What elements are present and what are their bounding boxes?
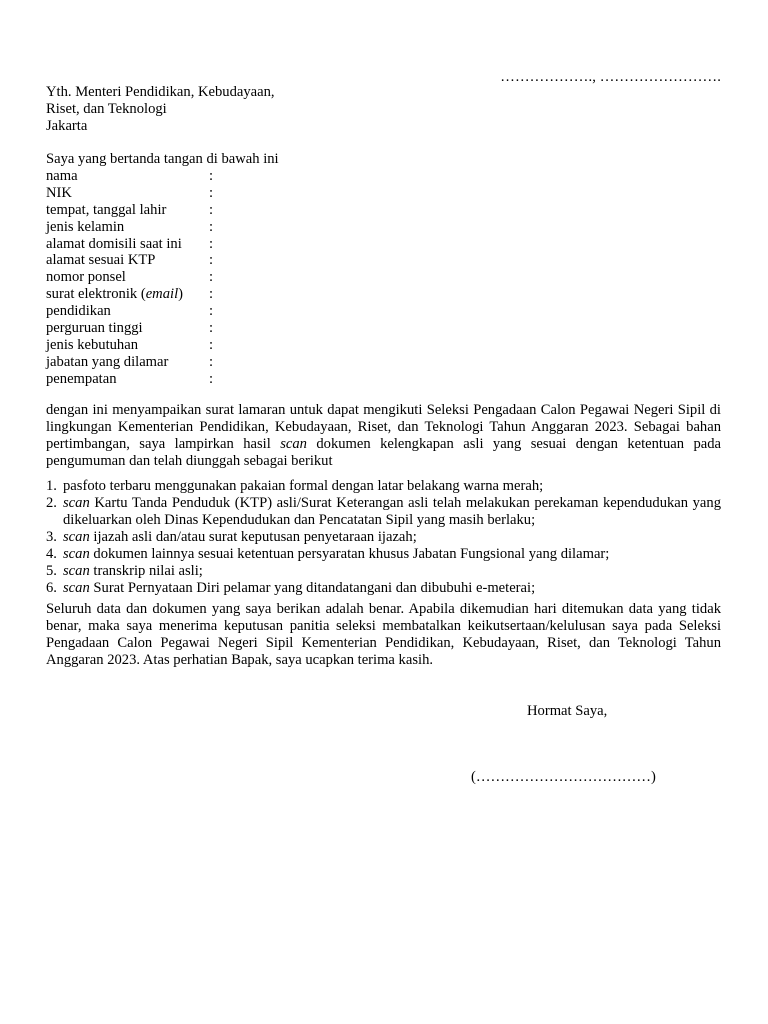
field-row [46, 168, 346, 185]
field-label-email-em: email [145, 286, 179, 303]
list-item-text [63, 478, 721, 495]
field-colon: : [209, 353, 214, 370]
field-row [46, 202, 346, 219]
field-label-email [46, 286, 209, 303]
list-item-body: Kartu Tanda Penduduk (KTP) asli/Surat Keterangan asli telah melakukan perekaman kependudukan yang dikeluarkan oleh Dinas Kependudukan dan Pencatatan Sipil yang masih berlaku; [63, 495, 721, 528]
list-item-body: transkrip nilai asli; [89, 563, 203, 579]
field-row [46, 286, 346, 303]
field-colon: : [209, 252, 214, 269]
field-colon: : [209, 168, 214, 184]
intro-text: Saya yang bertanda tangan di bawah ini [46, 151, 279, 167]
paragraph1-post: dokumen kelengkapan asli yang sesuai dengan ketentuan pada pengumuman dan telah diunggah sebagai berikut [46, 436, 722, 469]
field-colon: : [209, 336, 214, 353]
field-label: alamat sesuai KTP [46, 252, 156, 269]
field-colon: : [209, 370, 214, 387]
field-colon: : [209, 201, 214, 218]
list-item-number: 4. [46, 546, 57, 562]
list-item-body: pasfoto terbaru menggunakan pakaian formal dengan latar belakang warna merah; [63, 478, 544, 494]
field-colon: : [209, 235, 214, 252]
list-item [46, 478, 721, 495]
field-colon: : [209, 269, 214, 286]
letter-page [46, 0, 721, 1024]
field-label: penempatan [46, 370, 117, 387]
list-item-em: scan [63, 546, 90, 562]
field-row [46, 354, 346, 371]
field-row [46, 269, 346, 286]
list-item-text [63, 495, 721, 529]
field-row [46, 371, 346, 388]
addressee-line-3: Jakarta [46, 118, 88, 134]
addressee-line-1: Yth. Menteri Pendidikan, Kebudayaan, [46, 84, 275, 100]
list-item-text [63, 563, 721, 580]
list-item [46, 495, 721, 529]
field-colon: : [209, 218, 214, 235]
field-row [46, 303, 346, 320]
list-item [46, 546, 721, 563]
field-row [46, 320, 346, 337]
list-item-em: scan [63, 529, 90, 545]
field-row [46, 337, 346, 354]
field-row [46, 236, 346, 253]
field-label: pendidikan [46, 303, 111, 320]
field-colon: : [209, 303, 214, 320]
field-row [46, 185, 346, 202]
signature-line: (………………………………) [471, 769, 656, 785]
field-label: tempat, tanggal lahir [46, 201, 167, 218]
addressee-line-2: Riset, dan Teknologi [46, 101, 167, 117]
field-label: perguruan tinggi [46, 320, 143, 337]
list-item-text [63, 546, 721, 563]
list-item-body: ijazah asli dan/atau surat keputusan penyetaraan ijazah; [89, 529, 417, 545]
field-label: jenis kelamin [46, 218, 125, 235]
field-colon: : [209, 184, 214, 201]
list-item-number: 3. [46, 529, 57, 545]
field-label: NIK [46, 184, 72, 201]
field-label: nomor ponsel [46, 269, 126, 286]
list-item-number: 5. [46, 563, 57, 579]
declaration-paragraph: Seluruh data dan dokumen yang saya berikan adalah benar. Apabila dikemudian hari ditemukan data yang tidak benar, maka saya menerima keputusan panitia seleksi membatalkan keikutsertaan/kelulusan saya pada Seleksi Pengadaan Calon Pegawai Negeri Sipil Kementerian Pendidikan, Kebudayaan, Riset, dan Teknologi Tahun Anggaran 2023. Atas perhatian Bapak, saya ucapkan terima kasih. [46, 601, 721, 668]
field-label: nama [46, 168, 78, 184]
list-item-number: 1. [46, 478, 57, 494]
applicant-fields [46, 168, 346, 388]
list-item-text [63, 529, 721, 546]
requirements-list [46, 478, 721, 597]
field-row [46, 252, 346, 269]
place-date-line: ………………., ……………………. [500, 69, 721, 85]
list-item [46, 580, 721, 597]
paragraph1-pre: dengan ini menyampaikan surat lamaran untuk dapat mengikuti Seleksi Pengadaan Calon Pegawai Negeri Sipil di lingkungan Kementerian Pendidikan, Kebudayaan, Riset, dan Teknologi Tahun Anggaran 2023. Sebagai bahan pertimbangan, saya lampirkan hasil [46, 402, 721, 452]
field-row [46, 219, 346, 236]
list-item-number: 6. [46, 580, 57, 596]
paragraph1-em: scan [280, 436, 307, 452]
field-label: alamat domisili saat ini [46, 235, 182, 252]
list-item-em: scan [63, 563, 90, 579]
field-label-email-post: ) [178, 286, 184, 303]
list-item-em: scan [63, 580, 90, 596]
field-label: jenis kebutuhan [46, 336, 139, 353]
list-item-text [63, 580, 721, 597]
field-colon: : [209, 286, 214, 303]
closing-salutation: Hormat Saya, [527, 703, 608, 719]
field-label: jabatan yang dilamar [46, 353, 169, 370]
list-item [46, 529, 721, 546]
list-item-em: scan [63, 495, 90, 511]
list-item-body: dokumen lainnya sesuai ketentuan persyaratan khusus Jabatan Fungsional yang dilamar; [89, 546, 610, 562]
list-item-number: 2. [46, 495, 57, 511]
field-label-email-pre: surat elektronik ( [46, 286, 146, 303]
application-paragraph [46, 402, 721, 470]
list-item [46, 563, 721, 580]
addressee-block [46, 84, 275, 135]
field-colon: : [209, 320, 214, 337]
list-item-body: Surat Pernyataan Diri pelamar yang ditandatangani dan dibubuhi e-meterai; [89, 580, 536, 596]
